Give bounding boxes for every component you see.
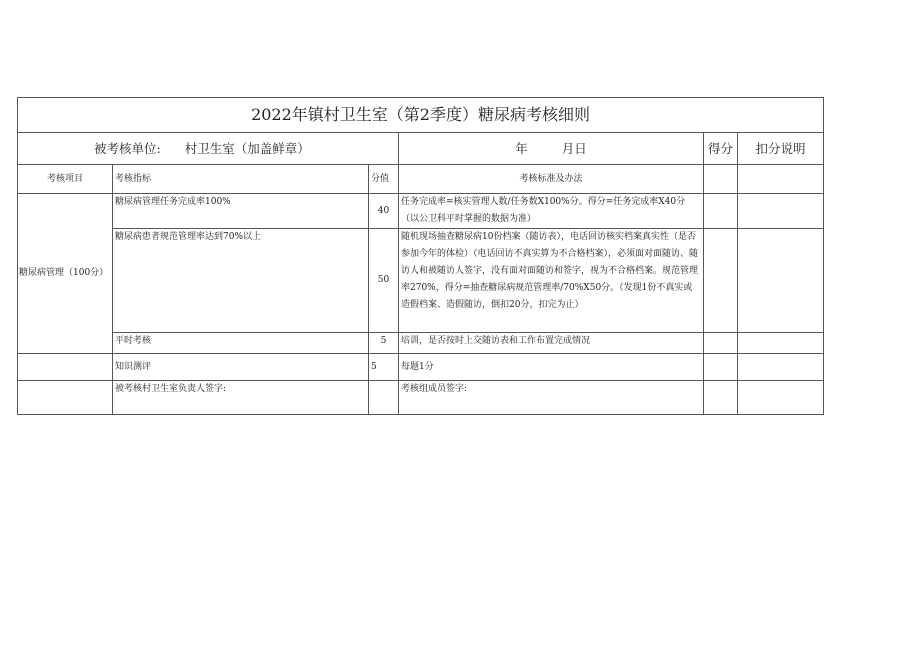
category-cell: 糖尿病管理（100分） [18, 194, 113, 354]
panel-signature-field: 考核组成员签字: [399, 381, 704, 415]
table-row [18, 194, 824, 229]
points-cell: 5 [369, 333, 399, 354]
score-cell [704, 381, 738, 415]
deduction-cell [738, 333, 824, 354]
signature-points-cell [369, 381, 399, 415]
assessed-unit-value: 村卫生室（加盖鲜章） [184, 140, 310, 156]
table-row [18, 229, 824, 333]
score-cell [704, 194, 738, 229]
clinic-signature-field: 被考核村卫生室负责人签字: [113, 381, 369, 415]
standard-cell: 每题1分 [399, 354, 704, 381]
date-year: 年 [515, 140, 528, 156]
assessed-unit-label: 被考核单位: [94, 140, 161, 156]
date-month-day: 月日 [561, 140, 587, 156]
header-item: 考核项目 [18, 165, 113, 194]
indicator-cell: 知识测评 [113, 354, 369, 381]
points-cell: 40 [369, 194, 399, 229]
signature-row [18, 381, 824, 415]
assessment-table [17, 97, 824, 415]
assessment-date [399, 133, 704, 165]
standard-cell: 培训，是否按时上交随访表和工作布置完成情况 [399, 333, 704, 354]
deduction-cell [738, 194, 824, 229]
deduction-cell [738, 165, 824, 194]
points-cell: 50 [369, 229, 399, 333]
score-header: 得分 [704, 133, 738, 165]
header-standard: 考核标准及办法 [399, 165, 704, 194]
header-indicator: 考核指标 [113, 165, 369, 194]
score-cell [704, 165, 738, 194]
deduction-notes-header: 扣分说明 [738, 133, 824, 165]
score-cell [704, 354, 738, 381]
document-title: 2022年镇村卫生室（第2季度）糖尿病考核细则 [18, 98, 824, 133]
signature-empty-cell [18, 381, 113, 415]
table-row [18, 354, 824, 381]
deduction-cell [738, 354, 824, 381]
category-cell-empty [18, 354, 113, 381]
score-cell [704, 333, 738, 354]
points-cell: 5 [369, 354, 399, 381]
indicator-cell: 糖尿病患者规范管理率达到70%以上 [113, 229, 369, 333]
indicator-cell: 糖尿病管理任务完成率100% [113, 194, 369, 229]
deduction-cell [738, 229, 824, 333]
score-cell [704, 229, 738, 333]
assessment-sheet [17, 97, 823, 415]
table-row [18, 333, 824, 354]
header-points: 分值 [369, 165, 399, 194]
standard-cell: 随机现场抽查糖尿病10份档案（随访表），电话回访核实档案真实性（是否参加今年的体检）（电话回访不真实算为不合格档案），必须面对面随访、随访人和被随访人签字，没有面对面随访和签字，视为不合格档案。规范管理率270%，得分=抽查糖尿病规范管理率/70%X50分。（发现1份不真实或造假档案、造假随访，倒扣20分，扣完为止） [399, 229, 704, 333]
deduction-cell [738, 381, 824, 415]
assessed-unit [18, 133, 399, 165]
standard-cell: 任务完成率=核实管理人数/任务数X100%分。得分=任务完成率X40分（以公卫科平时掌握的数据为准） [399, 194, 704, 229]
indicator-cell: 平时考核 [113, 333, 369, 354]
